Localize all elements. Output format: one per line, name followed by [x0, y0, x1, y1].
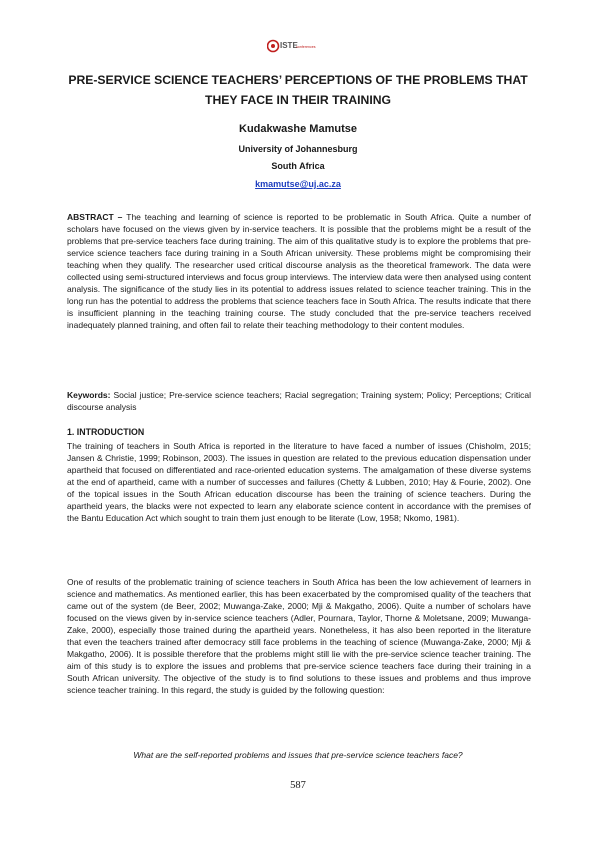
keywords-text: Social justice; Pre-service science teachers; Racial segregation; Training system; Policy; Perceptions; Critical discourse analysis [67, 390, 531, 412]
abstract-dash: – [113, 212, 127, 222]
keywords-label: Keywords: [67, 390, 111, 400]
iste-logo-mark [267, 38, 321, 54]
logo-text: ISTE [280, 41, 298, 50]
section-heading-introduction: 1. INTRODUCTION [67, 427, 145, 437]
page-number: 587 [290, 780, 306, 791]
research-question: What are the self-reported problems and issues that pre-service science teachers face? [133, 750, 463, 760]
abstract-text: The teaching and learning of science is reported to be problematic in South Africa. Quite a number of scholars have focused on the views given by in-service teachers. It is possible that the problems might be a result of the problems that pre-service teachers face during training. The aim of this qualitative study is to explore the problems that pre-service science teachers face during training in a South African university. These problems might be compromising their teaching when they qualify. The researcher used critical discourse analysis as the theoretical framework. The data were collected using semi-structured interviews and focus group interviews. The interview data were then analysed using content analysis. The significance of the study lies in its potential to address issues related to science teacher training. This in the long run has the potential to address the problems that science teachers face in South Africa. The results indicate that there is insufficient planning in the teaching training course. The study concluded that the pre-service teachers received inadequately planned training, and often fail to relate their teaching methodology to their content modules. [67, 212, 532, 330]
iste-logo [267, 38, 321, 54]
abstract-paragraph [67, 211, 531, 331]
intro-paragraph-2: One of results of the problematic training of science teachers in South Africa has been the low achievement of learners in science and mathematics. As mentioned earlier, this has been exacerbated by the compromised quality of the teachers that came out of the system (de Beer, 2002; Muwanga-Zake, 2000; Mji & Makgatho, 2006). Quite a number of scholars have focused on the views given by in-service science teachers (Adler, Pournara, Taylor, Thorne & Moletsane, 2009; Muwanga-Zake, 2000), especially those trained during the apartheid years. Nonetheless, it has also been reported in the literature that even the teachers trained after democracy still face problems in the teaching of science (Muwanga-Zake, 2000; Mji & Makgatho, 2006). It is possible therefore that the problems might still lie with the pre-service science teacher training. The aim of this study is to explore the issues and problems that pre-service science teachers face during their training in a South African university. The objective of the study is to find solutions to these issues and problems and thus improve science teacher training. In this regard, the study is guided by the following question: [67, 577, 531, 695]
logo-subtext: conferences [296, 45, 316, 49]
author-email-link[interactable]: kmamutse@uj.ac.za [255, 179, 341, 189]
author-affiliation: University of Johannesburg [238, 144, 358, 154]
author-name: Kudakwashe Mamutse [239, 123, 357, 135]
keywords-paragraph [67, 389, 531, 413]
author-country: South Africa [271, 161, 325, 171]
paper-title: PRE-SERVICE SCIENCE TEACHERS’ PERCEPTIONS OF THE PROBLEMS THAT THEY FACE IN THEIR TRAINING [68, 73, 528, 107]
intro-paragraph-1: The training of teachers in South Africa is reported in the literature to have faced a number of issues (Chisholm, 2015; Jansen & Christie, 1999; Robinson, 2003). The issues in question are related to the previous education dispensation under apartheid that focused on differentiated and race-oriented education systems. The amalgamation of these diverse systems at the end of apartheid, came with a number of successes and failures (Chetty & Lubben, 2010; Hay & Fourie, 2002). One of the topical issues in the South African education discourse has been the training of science teachers. During the apartheid years, the blacks were not expected to learn any elaborate science content in accordance with the premises of the Bantu Education Act which sought to train them just enough to be literate (Low, 1958; Nkomo, 1981). [67, 441, 531, 523]
abstract-label: ABSTRACT [67, 212, 114, 222]
